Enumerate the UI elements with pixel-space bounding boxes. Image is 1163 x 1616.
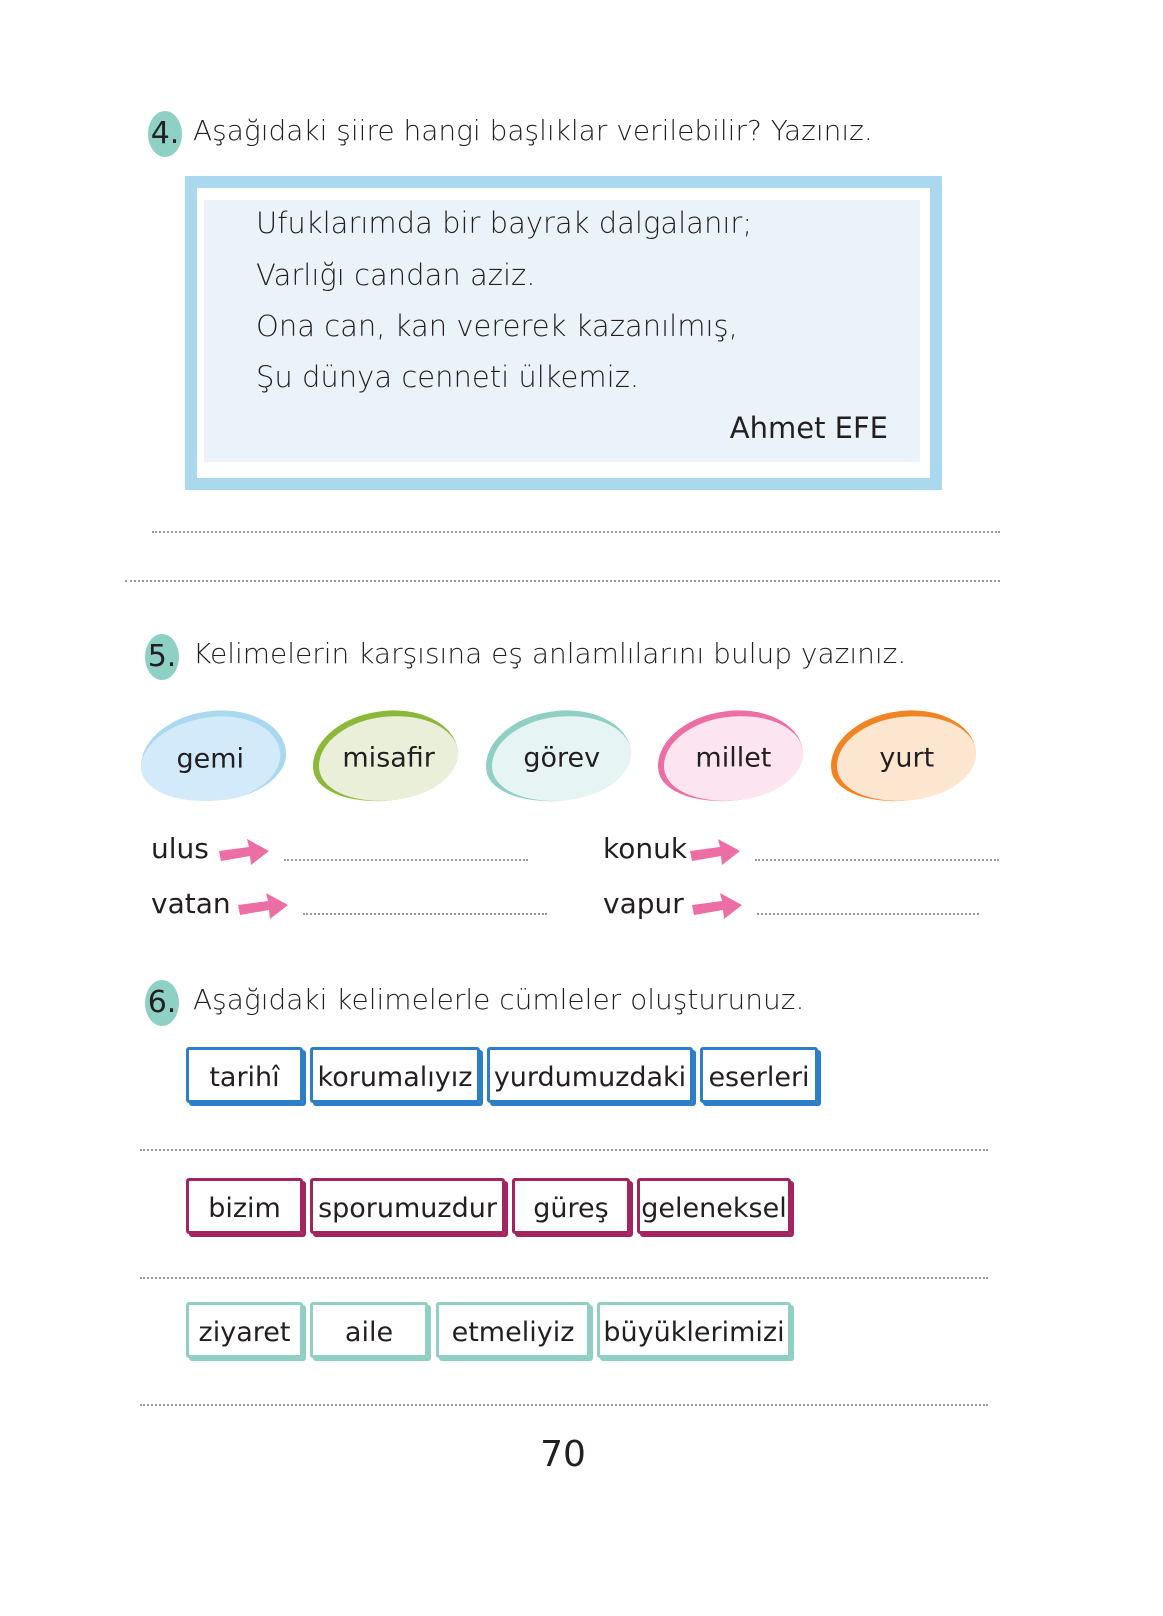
page-number: 70 xyxy=(540,1434,586,1475)
answer-line[interactable] xyxy=(303,913,547,915)
question-6-number: 6. xyxy=(145,980,179,1026)
question-5-prompt: Kelimelerin karşısına eş anlamlılarını bulup yazınız. xyxy=(193,637,907,670)
word-box: etmeliyiz xyxy=(436,1302,590,1358)
word-box: geleneksel xyxy=(637,1178,791,1234)
answer-line[interactable] xyxy=(140,1149,988,1151)
word-box: korumalıyız xyxy=(310,1047,480,1103)
synonym-word-konuk: konuk xyxy=(603,832,688,865)
bubble-word: gemi xyxy=(176,743,245,775)
answer-line[interactable] xyxy=(755,859,999,861)
poem-line: Ufuklarımda bir bayrak dalgalanır; xyxy=(256,206,753,240)
answer-line[interactable] xyxy=(140,1277,988,1279)
word-box: büyüklerimizi xyxy=(597,1302,791,1358)
answer-line[interactable] xyxy=(140,1404,988,1406)
arrow-right-icon xyxy=(690,839,740,865)
poem-line: Ona can, kan vererek kazanılmış, xyxy=(256,309,738,343)
word-box: ziyaret xyxy=(186,1302,303,1358)
poem-line: Varlığı candan aziz. xyxy=(256,258,536,292)
word-bubble-gorev xyxy=(479,701,636,810)
question-5-number: 5. xyxy=(145,634,179,680)
arrow-right-icon xyxy=(692,893,742,919)
word-box: yurdumuzdaki xyxy=(487,1047,693,1103)
word-box: sporumuzdur xyxy=(310,1178,505,1234)
arrow-right-icon xyxy=(219,839,269,865)
question-4-number: 4. xyxy=(148,111,182,157)
bubble-word: görev xyxy=(522,742,600,774)
bubble-word: yurt xyxy=(878,742,934,774)
synonym-word-vapur: vapur xyxy=(603,887,684,920)
word-box: eserleri xyxy=(700,1047,818,1103)
word-bubble-yurt xyxy=(824,701,981,810)
word-box: tarihî xyxy=(186,1047,303,1103)
word-bubble-millet xyxy=(651,701,808,810)
word-bubble-misafir xyxy=(306,701,463,810)
word-box: bizim xyxy=(186,1178,303,1234)
word-box: güreş xyxy=(512,1178,630,1234)
answer-line[interactable] xyxy=(284,859,528,861)
question-6-prompt: Aşağıdaki kelimelerle cümleler oluşturunuz. xyxy=(193,983,805,1016)
synonym-word-ulus: ulus xyxy=(151,832,209,865)
answer-line[interactable] xyxy=(757,913,979,915)
synonym-word-vatan: vatan xyxy=(151,887,231,920)
question-4-prompt: Aşağıdaki şiire hangi başlıklar verilebilir? Yazınız. xyxy=(193,114,873,147)
poem-line: Şu dünya cenneti ülkemiz. xyxy=(256,360,640,394)
answer-line[interactable] xyxy=(152,531,1000,533)
bubble-word: millet xyxy=(695,742,772,774)
answer-line[interactable] xyxy=(125,580,1000,582)
word-bubble-gemi xyxy=(134,701,291,810)
bubble-word: misafir xyxy=(342,742,435,774)
arrow-right-icon xyxy=(238,893,288,919)
poem-author: Ahmet EFE xyxy=(729,411,888,445)
word-box: aile xyxy=(310,1302,428,1358)
